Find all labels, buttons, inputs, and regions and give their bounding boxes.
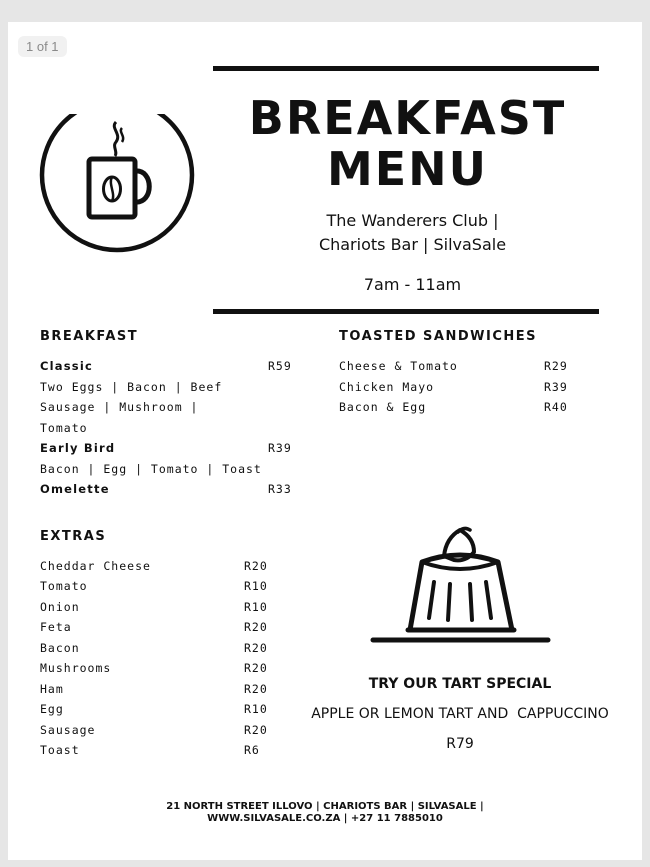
sandwich-item-price: R29: [544, 359, 568, 373]
extra-item-price: R20: [244, 641, 268, 655]
sandwich-item-name: Bacon & Egg: [339, 400, 427, 414]
extra-item-price: R20: [244, 682, 268, 696]
menu-item-price: R59: [268, 359, 292, 373]
opening-hours: 7am - 11am: [363, 275, 462, 294]
extra-item-name: Tomato: [40, 579, 88, 593]
coffee-mug-icon: [38, 114, 198, 256]
menu-item-price: R39: [268, 441, 292, 455]
extra-item-price: R20: [244, 620, 268, 634]
menu-item-price: R33: [268, 482, 292, 496]
venue-line-1: The Wanderers Club |: [326, 211, 499, 230]
footer-contact: WWW.SILVASALE.CO.ZA | +27 11 7885010: [207, 813, 443, 824]
extras-heading: EXTRAS: [40, 529, 107, 544]
sandwich-item-price: R39: [544, 380, 568, 394]
extra-item-price: R10: [244, 702, 268, 716]
menu-item-name: Early Bird: [40, 441, 116, 455]
sandwich-item-price: R40: [544, 400, 568, 414]
menu-item-description: Sausage | Mushroom |: [40, 400, 199, 414]
extra-item-price: R10: [244, 579, 268, 593]
extra-item-name: Cheddar Cheese: [40, 559, 151, 573]
extra-item-name: Bacon: [40, 641, 80, 655]
breakfast-heading: BREAKFAST: [40, 329, 139, 344]
extra-item-name: Mushrooms: [40, 661, 112, 675]
sandwich-item-name: Chicken Mayo: [339, 380, 435, 394]
special-heading: TRY OUR TART SPECIAL: [368, 676, 552, 692]
menu-item-description: Tomato: [40, 421, 88, 435]
menu-title-line2: MENU: [326, 142, 489, 196]
header-rule-bottom: [213, 309, 599, 314]
extra-item-name: Onion: [40, 600, 80, 614]
sandwiches-heading: TOASTED SANDWICHES: [339, 329, 537, 344]
extra-item-price: R20: [244, 559, 268, 573]
special-price: R79: [446, 736, 474, 752]
extra-item-price: R6: [244, 743, 260, 757]
special-description: APPLE OR LEMON TART AND CAPPUCCINO: [311, 706, 609, 722]
extra-item-price: R10: [244, 600, 268, 614]
extra-item-price: R20: [244, 723, 268, 737]
menu-item-name: Classic: [40, 359, 93, 373]
menu-item-name: Omelette: [40, 482, 110, 496]
tart-icon: [370, 522, 552, 646]
menu-title: BREAKFAST: [248, 91, 567, 145]
extra-item-price: R20: [244, 661, 268, 675]
extra-item-name: Sausage: [40, 723, 96, 737]
menu-item-description: Bacon | Egg | Tomato | Toast: [40, 462, 262, 476]
extra-item-name: Feta: [40, 620, 72, 634]
extra-item-name: Ham: [40, 682, 64, 696]
sandwich-item-name: Cheese & Tomato: [339, 359, 458, 373]
venue-line-2: Chariots Bar | SilvaSale: [318, 235, 507, 254]
extra-item-name: Egg: [40, 702, 64, 716]
extra-item-name: Toast: [40, 743, 80, 757]
footer-address: 21 NORTH STREET ILLOVO | CHARIOTS BAR | SILVASALE |: [166, 801, 484, 812]
page-indicator: 1 of 1: [18, 36, 67, 57]
header-rule-top: [213, 66, 599, 71]
menu-item-description: Two Eggs | Bacon | Beef: [40, 380, 223, 394]
